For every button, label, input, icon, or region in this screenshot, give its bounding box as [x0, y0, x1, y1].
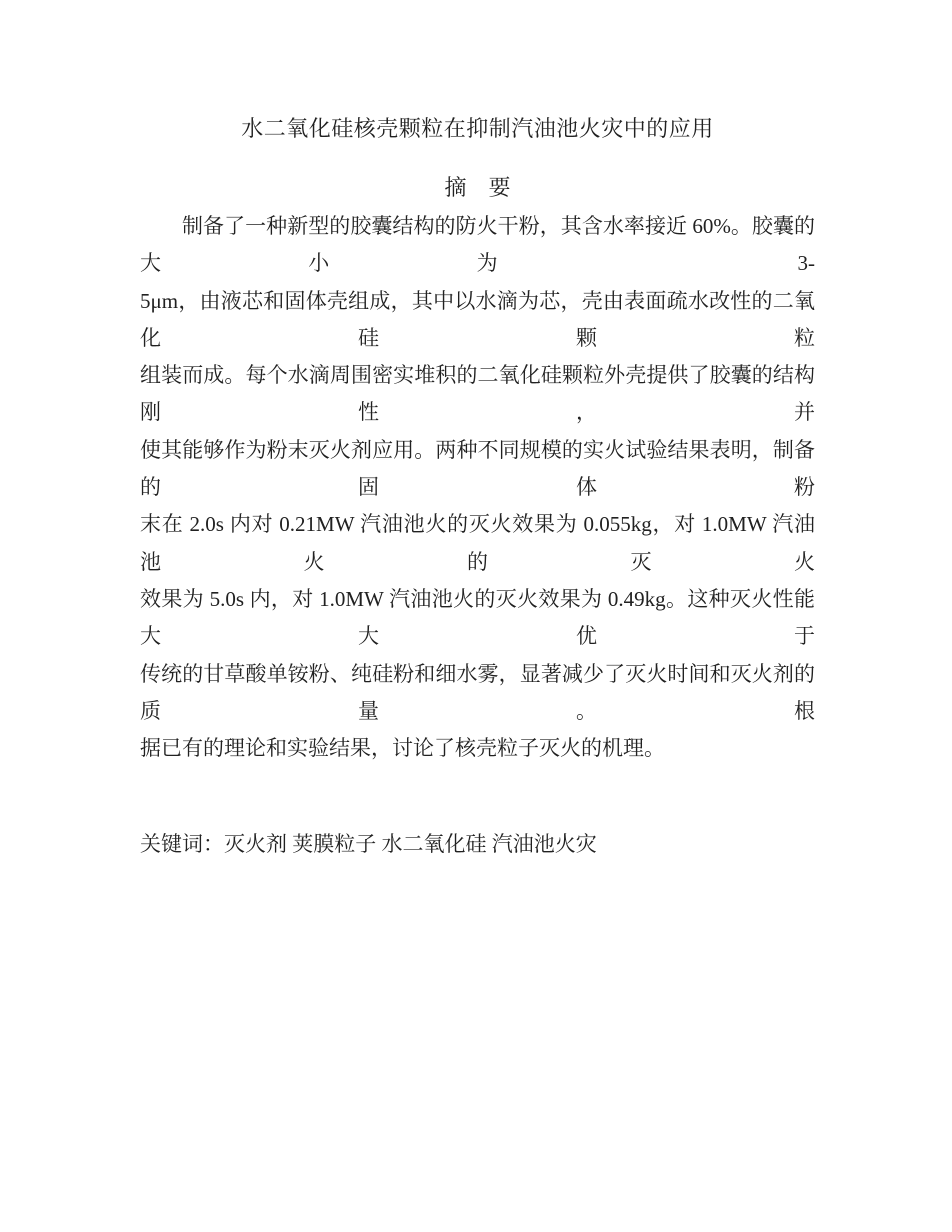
- keywords-line: [140, 826, 815, 863]
- keywords-list: 灭火剂 荚膜粒子 水二氧化硅 汽油池火灾: [224, 832, 597, 857]
- abstract-line: 制备了一种新型的胶囊结构的防火干粉，其含水率接近 60%。胶囊的大小为 3-: [140, 214, 815, 276]
- abstract-line: 末在 2.0s 内对 0.21MW 汽油池火的灭火效果为 0.055kg，对 1.0MW 汽油池火的灭火: [140, 512, 815, 574]
- abstract-line: 传统的甘草酸单铵粉、纯硅粉和细水雾，显著减少了灭火时间和灭火剂的质量。根: [140, 661, 815, 723]
- abstract-paragraph: [140, 208, 815, 767]
- keywords-label: 关键词：: [140, 832, 224, 857]
- abstract-line: 使其能够作为粉末灭火剂应用。两种不同规模的实火试验结果表明，制备的固体粉: [140, 437, 815, 500]
- abstract-heading: 摘 要: [444, 175, 511, 200]
- abstract-line: 据已有的理论和实验结果，讨论了核壳粒子灭火的机理。: [140, 736, 665, 761]
- abstract-line: 效果为 5.0s 内，对 1.0MW 汽油池火的灭火效果为 0.49kg。这种灭火性能大大优于: [140, 586, 815, 649]
- document-title: 水二氧化硅核壳颗粒在抑制汽油池火灾中的应用: [241, 116, 714, 141]
- abstract-line: 组装而成。每个水滴周围密实堆积的二氧化硅颗粒外壳提供了胶囊的结构刚性，并: [140, 363, 815, 425]
- abstract-line: 5μm，由液芯和固体壳组成，其中以水滴为芯，壳由表面疏水改性的二氧化硅颗粒: [140, 288, 815, 350]
